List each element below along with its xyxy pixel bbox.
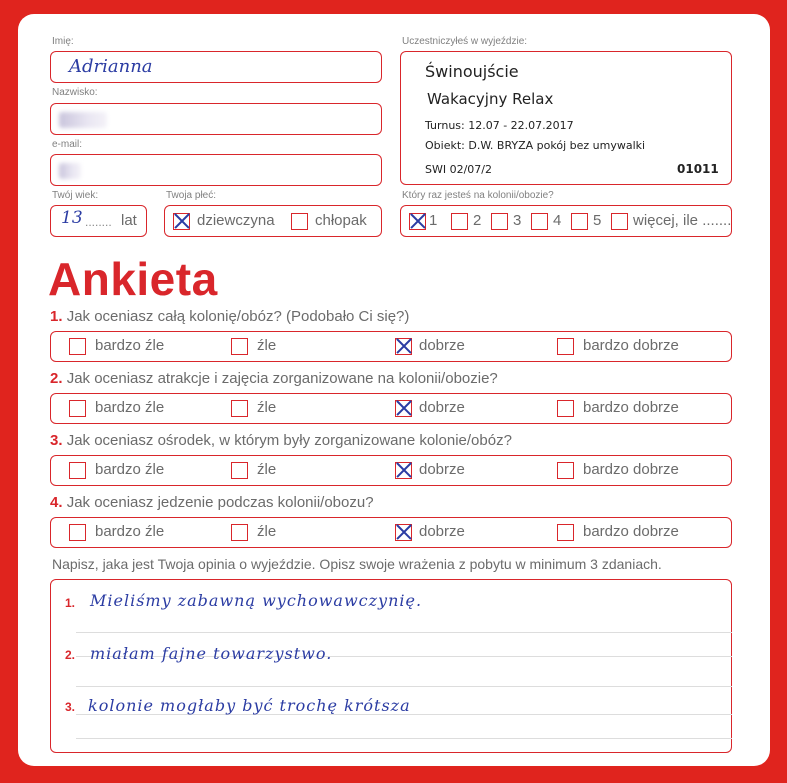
q3-option-good: dobrze [419,461,465,478]
redacted-email [59,163,81,179]
times-option-5: 5 [593,212,602,229]
question-3-answers [50,455,732,486]
name-value: Adrianna [69,56,153,77]
times-option-2: 2 [473,212,482,229]
opinion-line-3 [76,686,732,687]
age-value: 13 [61,208,83,228]
age-label: Twój wiek: [52,190,99,201]
q4-option-very-bad: bardzo źle [95,523,165,540]
question-2-number: 2. [50,370,63,387]
opinion-2-text: miałam fajne towarzystwo. [90,644,333,663]
q2-checkbox-very-good[interactable] [557,400,574,417]
q2-checkbox-good[interactable] [395,400,412,417]
gender-checkbox-girl[interactable] [173,213,190,230]
q2-option-very-good: bardzo dobrze [583,399,679,416]
email-label: e-mail: [52,139,83,150]
opinion-prompt: Napisz, jaka jest Twoja opinia o wyjeździe. Opisz swoje wrażenia z pobytu w minimum 3 zdaniach. [52,556,662,572]
times-checkbox-3[interactable] [491,213,508,230]
times-checkbox-2[interactable] [451,213,468,230]
gender-option-girl: dziewczyna [197,212,275,229]
question-3-number: 3. [50,432,63,449]
q4-checkbox-bad[interactable] [231,524,248,541]
q3-option-bad: źle [257,461,277,478]
gender-checkbox-boy[interactable] [291,213,308,230]
surname-label: Nazwisko: [52,87,98,98]
q2-checkbox-bad[interactable] [231,400,248,417]
times-field [400,205,732,237]
gender-option-boy: chłopak [315,212,367,229]
times-option-3: 3 [513,212,522,229]
times-option-1: 1 [429,212,438,229]
q4-checkbox-very-bad[interactable] [69,524,86,541]
question-4-number: 4. [50,494,63,511]
question-3-text: Jak oceniasz ośrodek, w którym były zorganizowane kolonie/obóz? [66,432,512,449]
question-4 [50,494,374,511]
q1-checkbox-very-bad[interactable] [69,338,86,355]
q1-option-very-bad: bardzo źle [95,337,165,354]
q4-option-very-good: bardzo dobrze [583,523,679,540]
trip-city: Świnoujście [425,62,519,81]
email-field[interactable] [50,154,382,186]
opinion-line-5 [76,738,732,739]
q1-checkbox-bad[interactable] [231,338,248,355]
times-checkbox-1[interactable] [409,213,426,230]
q4-option-good: dobrze [419,523,465,540]
question-4-text: Jak oceniasz jedzenie podczas kolonii/obozu? [66,494,374,511]
opinion-2-number: 2. [65,648,76,662]
trip-box [400,51,732,185]
question-2 [50,370,498,387]
question-2-text: Jak oceniasz atrakcje i zajęcia zorganizowane na kolonii/obozie? [66,370,498,387]
question-1 [50,308,409,325]
q3-option-very-bad: bardzo źle [95,461,165,478]
q2-option-very-bad: bardzo źle [95,399,165,416]
q2-option-bad: źle [257,399,277,416]
opinion-3-number: 3. [65,700,76,714]
survey-card [18,14,770,766]
surname-field[interactable] [50,103,382,135]
q4-checkbox-very-good[interactable] [557,524,574,541]
age-unit: lat [121,212,137,229]
question-1-number: 1. [50,308,63,325]
q1-option-good: dobrze [419,337,465,354]
q1-option-bad: źle [257,337,277,354]
times-checkbox-more[interactable] [611,213,628,230]
times-checkbox-5[interactable] [571,213,588,230]
q1-checkbox-very-good[interactable] [557,338,574,355]
q1-checkbox-good[interactable] [395,338,412,355]
trip-obiekt: Obiekt: D.W. BRYZA pokój bez umywalki [425,139,646,152]
times-checkbox-4[interactable] [531,213,548,230]
name-label: Imię: [52,36,74,47]
times-option-more: więcej, ile ....... [633,212,732,229]
age-field[interactable] [50,205,147,237]
q4-checkbox-good[interactable] [395,524,412,541]
survey-title: Ankieta [48,253,218,305]
redacted-surname [59,112,107,128]
gender-field [164,205,382,237]
question-2-answers [50,393,732,424]
q1-option-very-good: bardzo dobrze [583,337,679,354]
question-1-answers [50,331,732,362]
trip-name: Wakacyjny Relax [427,90,554,108]
q3-checkbox-good[interactable] [395,462,412,479]
opinion-line-1 [76,632,732,633]
question-3 [50,432,512,449]
q4-option-bad: źle [257,523,277,540]
q2-checkbox-very-bad[interactable] [69,400,86,417]
trip-turnus: Turnus: 12.07 - 22.07.2017 [425,119,574,132]
q3-checkbox-bad[interactable] [231,462,248,479]
opinion-3-text: kolonie mogłaby być trochę krótsza [88,696,411,715]
trip-number: 01011 [677,162,719,176]
opinion-1-text: Mieliśmy zabawną wychowawczynię. [90,591,423,610]
trip-label: Uczestniczyłeś w wyjeździe: [402,36,528,47]
age-dots: ........ [85,215,112,229]
gender-label: Twoja płeć: [166,190,217,201]
question-1-text: Jak oceniasz całą kolonię/obóz? (Podobało Ci się?) [66,308,410,325]
times-option-4: 4 [553,212,562,229]
name-field[interactable] [50,51,382,83]
trip-code: SWI 02/07/2 [425,163,493,176]
question-4-answers [50,517,732,548]
q3-checkbox-very-bad[interactable] [69,462,86,479]
q2-option-good: dobrze [419,399,465,416]
q3-option-very-good: bardzo dobrze [583,461,679,478]
opinion-1-number: 1. [65,596,76,610]
times-label: Który raz jesteś na kolonii/obozie? [402,190,554,201]
q3-checkbox-very-good[interactable] [557,462,574,479]
